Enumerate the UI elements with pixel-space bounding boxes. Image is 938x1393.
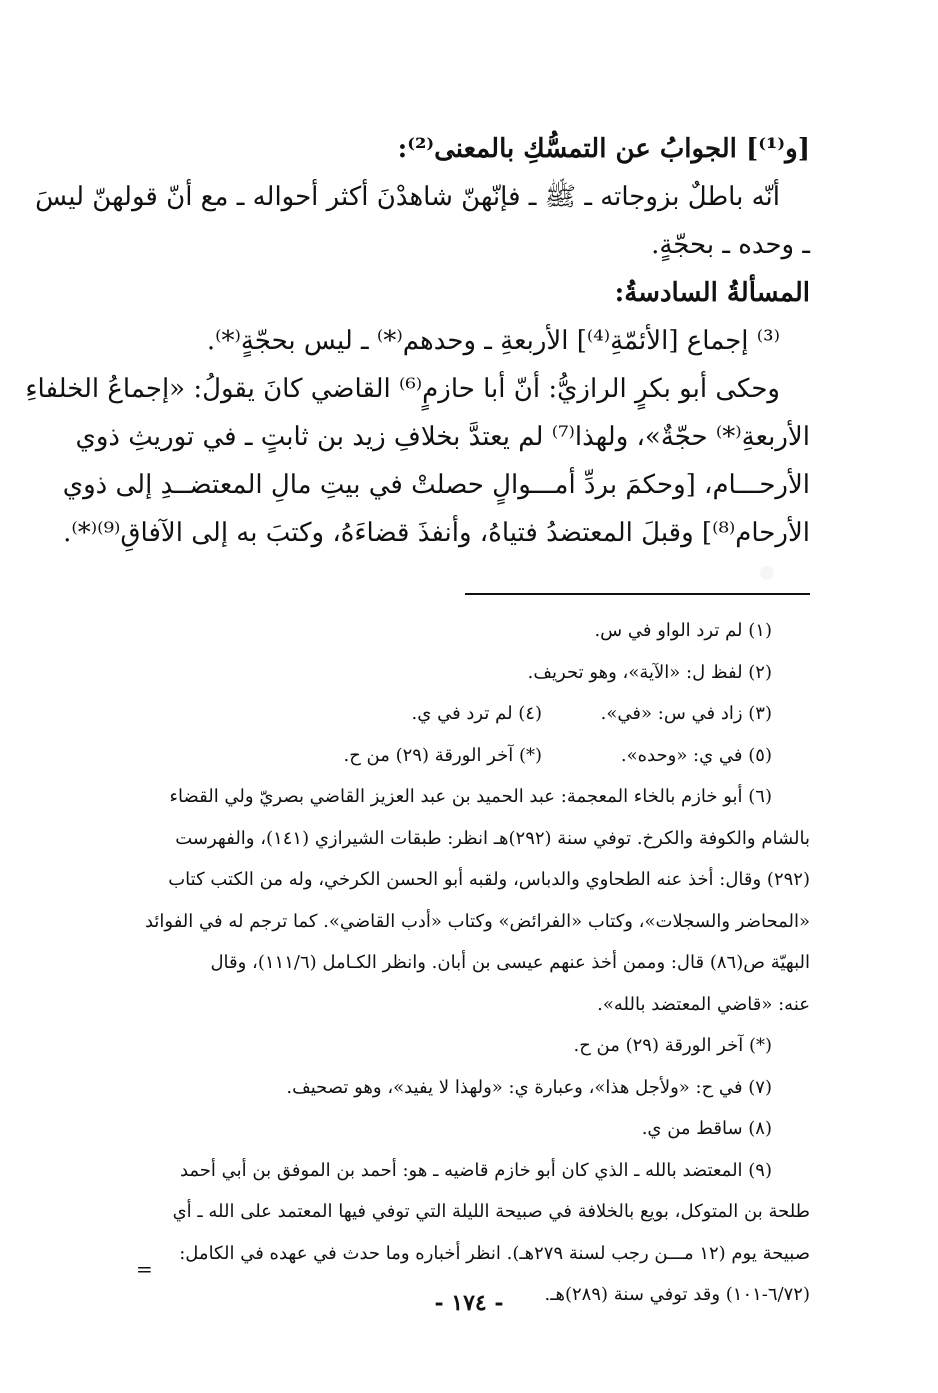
footnote-6-line: البهيّة ص(٨٦) قال: وممن أخذ عنهم عيسى بن أبان. وانظر الكـامل (١١١/٦)، وقال: [210, 952, 810, 973]
footnote-6-line: «المحاضر والسجلات»، وكتاب «الفرائض» وكتاب «أدب القاضي». كما ترجم له في الفوائد: [144, 910, 810, 932]
main-text: [25, 125, 810, 557]
footnote-9-line: طلحة بن المتوكل، بويع بالخلافة في صبيحة الليلة التي توفي فيها المعتمد على الله ـ أي: [172, 1201, 810, 1222]
footnote-3: (٣) زاد في س: «في».: [600, 703, 772, 724]
footnote-star: (*) آخر الورقة (٢٩) من ح.: [343, 744, 542, 766]
footnote-pair: [120, 735, 810, 777]
text-line: ـ وحده ـ بحجّةٍ.: [651, 230, 810, 260]
footnote-6-line: عنه: «قاضي المعتضد بالله».: [597, 993, 810, 1015]
page-number: - ١٧٤ -: [434, 1290, 504, 1316]
footnote-8: (٨) ساقط من ي.: [641, 1118, 772, 1139]
scan-speck: [760, 566, 774, 580]
footnote-4: (٤) لم ترد في ي.: [411, 703, 542, 724]
footnote-1: (١) لم ترد الواو في س.: [594, 620, 772, 641]
footnote-6-line: (٢٩٢) وقال: أخذ عنه الطحاوي والدباس، ولقبه أبو الحسن الكرخي، وله من الكتب كتاب: [168, 869, 810, 890]
answer-heading: [و⁽¹⁾] الجوابُ عن التمسُّكِ بالمعنى⁽²⁾:: [397, 134, 810, 164]
continuation-mark: =: [136, 1257, 153, 1281]
text-line: الأربعةِ⁽*⁾ حجّةٌ»، ولهذا⁽⁷⁾ لم يعتدَّ بخلافِ زيد بن ثابتٍ ـ في توريثِ ذوي: [75, 422, 810, 452]
text-line: الأرحـــام، [وحكمَ بردِّ أمـــوالٍ حصلتْ في بيتِ مالِ المعتضــدِ إلى ذوي: [62, 470, 810, 500]
footnote-6-line: (٦) أبو خازم بالخاء المعجمة: عبد الحميد بن عبد العزيز القاضي بصريّ ولي القضاء: [169, 786, 772, 807]
footnote-star: (*) آخر الورقة (٢٩) من ح.: [573, 1035, 772, 1056]
footnote-9-line: (٩) المعتضد بالله ـ الذي كان أبو خازم قاضيه ـ هو: أحمد بن الموفق بن أبي أحمد: [179, 1159, 772, 1181]
footnote-6-line: بالشام والكوفة والكرخ. توفي سنة (٢٩٢)هـ انظر: طبقات الشيرازي (١٤١)، والفهرست: [175, 827, 810, 849]
footnote-separator: [465, 593, 810, 595]
footnote-9-line: (٦/٧٢-١٠١) وقد توفي سنة (٢٨٩)هـ.: [544, 1284, 810, 1305]
footnote-pair: [120, 693, 810, 735]
text-line: ⁽³⁾ إجماع [الأئمّةِ⁽⁴⁾] الأربعةِ ـ وحدهم⁽*⁾ ـ ليس بحجّةٍ⁽*⁾.: [206, 326, 780, 356]
text-line: أنّه باطلٌ بزوجاته ـ ﷺ ـ فإنّهنّ شاهدْنَ أكثر أحواله ـ مع أنّ قولهنّ ليسَ: [35, 182, 780, 212]
footnote-9-line: صبيحة يوم (١٢ مـــن رجب لسنة ٢٧٩هـ). انظر أخباره وما حدث في عهده في الكامل:: [179, 1242, 810, 1264]
footnote-2: (٢) لفظ ل: «الآية»، وهو تحريف.: [527, 661, 772, 683]
text-line: الأرحام⁽⁸⁾] وقبلَ المعتضدُ فتياهُ، وأنفذَ قضاءَهُ، وكتبَ به إلى الآفاقِ⁽⁹⁾⁽*⁾.: [63, 518, 810, 548]
footnote-5: (٥) في ي: «وحده».: [620, 744, 772, 766]
section-heading: المسألةُ السادسةُ:: [614, 278, 810, 308]
footnotes: [120, 610, 810, 1316]
footnote-7: (٧) في ح: «ولأجل هذا»، وعبارة ي: «ولهذا لا يفيد»، وهو تصحيف.: [286, 1076, 772, 1098]
text-line: وحكى أبو بكرٍ الرازيُّ: أنّ أبا حازمٍ⁽⁶⁾ القاضي كانَ يقولُ: «إجماعُ الخلفاءِ: [25, 374, 780, 404]
